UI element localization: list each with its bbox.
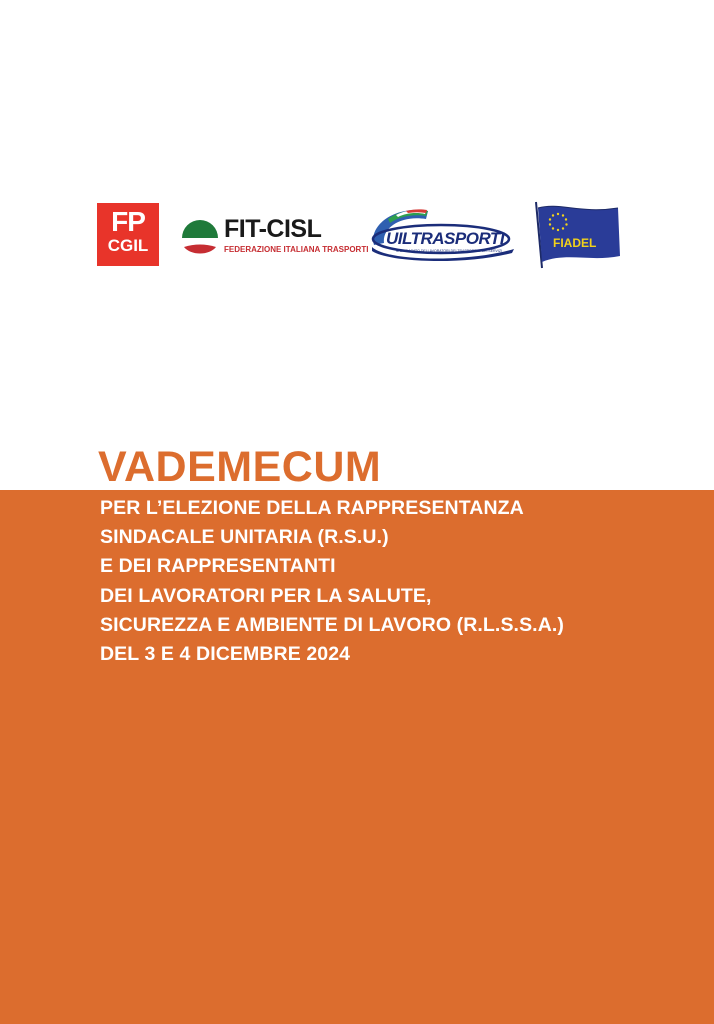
subtitle-line: DEI LAVORATORI PER LA SALUTE, xyxy=(100,584,432,607)
subtitle-line: DEL 3 E 4 DICEMBRE 2024 xyxy=(100,643,351,666)
document-subtitle xyxy=(100,494,700,669)
fp-cgil-logo-sub: CGIL xyxy=(107,236,149,255)
fp-cgil-logo xyxy=(97,203,159,266)
fit-cisl-emblem-icon xyxy=(180,214,220,256)
subtitle-line: E DEI RAPPRESENTANTI xyxy=(100,555,336,578)
subtitle-line: SICUREZZA E AMBIENTE DI LAVORO (R.L.S.S.A.) xyxy=(100,613,564,636)
fiadel-logo-name: FIADEL xyxy=(553,236,597,250)
fit-cisl-logo xyxy=(180,214,369,256)
fit-cisl-logo-title: FIT-CISL xyxy=(224,215,322,243)
uiltrasporti-logo xyxy=(366,205,516,263)
fp-cgil-logo-main: FP xyxy=(111,206,145,237)
fit-cisl-logo-subtitle: FEDERAZIONE ITALIANA TRASPORTI xyxy=(224,245,369,254)
subtitle-line: PER L’ELEZIONE DELLA RAPPRESENTANZA xyxy=(100,497,524,519)
uiltrasporti-logo-name: UILTRASPORTI xyxy=(386,229,505,248)
fiadel-logo xyxy=(530,200,622,270)
document-title: VADEMECUM xyxy=(98,443,382,491)
subtitle-line: SINDACALE UNITARIA (R.S.U.) xyxy=(100,526,389,549)
uiltrasporti-logo-tagline: IL SINDACATO DEI LAVORATORI DEI TRASPORTI E DEI SERVIZI xyxy=(396,249,502,253)
fiadel-flag-icon xyxy=(530,200,622,270)
